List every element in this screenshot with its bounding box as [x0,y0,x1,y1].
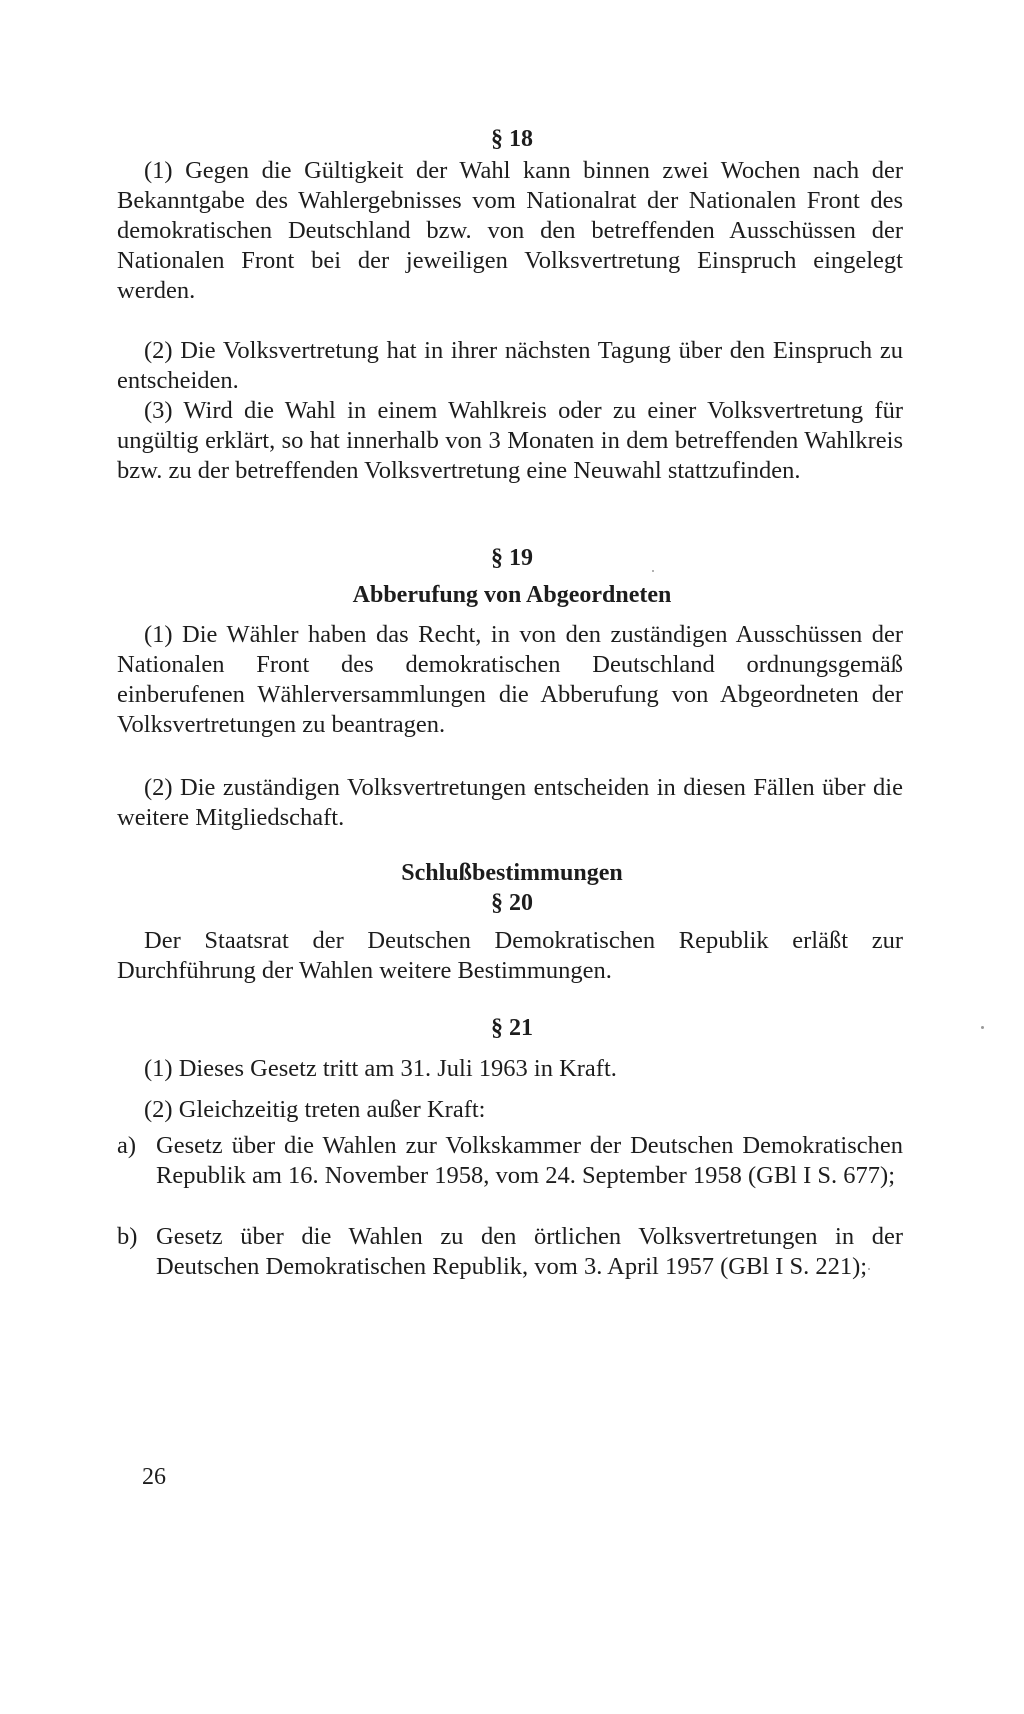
print-speck [981,1026,984,1029]
section-18-heading: § 18 [491,126,533,152]
section-21-paragraph-1: (1) Dieses Gesetz tritt am 31. Juli 1963 in Kraft. [144,1055,617,1082]
section-20-paragraph-1: Der Staatsrat der Deutschen Demokratischen Republik erläßt zur Durchführung der Wahlen weitere Bestimmungen. [117,927,903,984]
list-marker: b) [117,1223,138,1250]
section-20-heading: § 20 [491,890,533,916]
list-marker: a) [117,1132,137,1159]
section-19-heading: § 19 [491,545,533,571]
section-21-list-item-b [117,1222,903,1282]
section-18-paragraph-3: (3) Wird die Wahl in einem Wahlkreis oder zu einer Volksvertretung für ungültig erklärt, so hat innerhalb von 3 Monaten in dem betreffenden Wahlkreis bzw. zu der betreffenden Volksvertretung eine Neuwahl stattzufinden. [117,397,903,484]
final-provisions-title: Schlußbestimmungen [401,860,623,886]
section-19-paragraph-2: (2) Die zuständigen Volksvertretungen entscheiden in diesen Fällen über die weitere Mitgliedschaft. [117,774,903,831]
section-21-heading: § 21 [491,1015,533,1041]
section-18-paragraph-2: (2) Die Volksvertretung hat in ihrer nächsten Tagung über den Einspruch zu entscheiden. [117,337,903,394]
print-speck [652,570,654,572]
section-21-list-item-a [117,1131,903,1191]
section-21-paragraph-2: (2) Gleichzeitig treten außer Kraft: [144,1096,486,1123]
section-18-paragraph-1: (1) Gegen die Gültigkeit der Wahl kann binnen zwei Wochen nach der Bekanntgabe des Wahlergebnisses vom Nationalrat der Nationalen Front des demokratischen Deutschland bzw. von den betreffenden Ausschüssen der Nationalen Front bei der jeweiligen Volksvertretung Einspruch eingelegt werden. [117,157,903,304]
section-19-title: Abberufung von Abgeordneten [352,582,672,608]
section-19-paragraph-1: (1) Die Wähler haben das Recht, in von den zuständigen Ausschüssen der Nationalen Front des demokratischen Deutschland ordnungsgemäß einberufenen Wählerversammlungen die Abberufung von Abgeordneten der Volksvertretungen zu beantragen. [117,621,903,738]
list-item-text: Gesetz über die Wahlen zur Volkskammer der Deutschen Demokratischen Republik am 16. November 1958, vom 24. September 1958 (GBl I S. 677); [156,1132,903,1189]
print-speck [868,1268,870,1270]
page-number: 26 [142,1464,166,1490]
list-item-text: Gesetz über die Wahlen zu den örtlichen Volksvertretungen in der Deutschen Demokratischen Republik, vom 3. April 1957 (GBl I S. 221); [156,1223,903,1280]
